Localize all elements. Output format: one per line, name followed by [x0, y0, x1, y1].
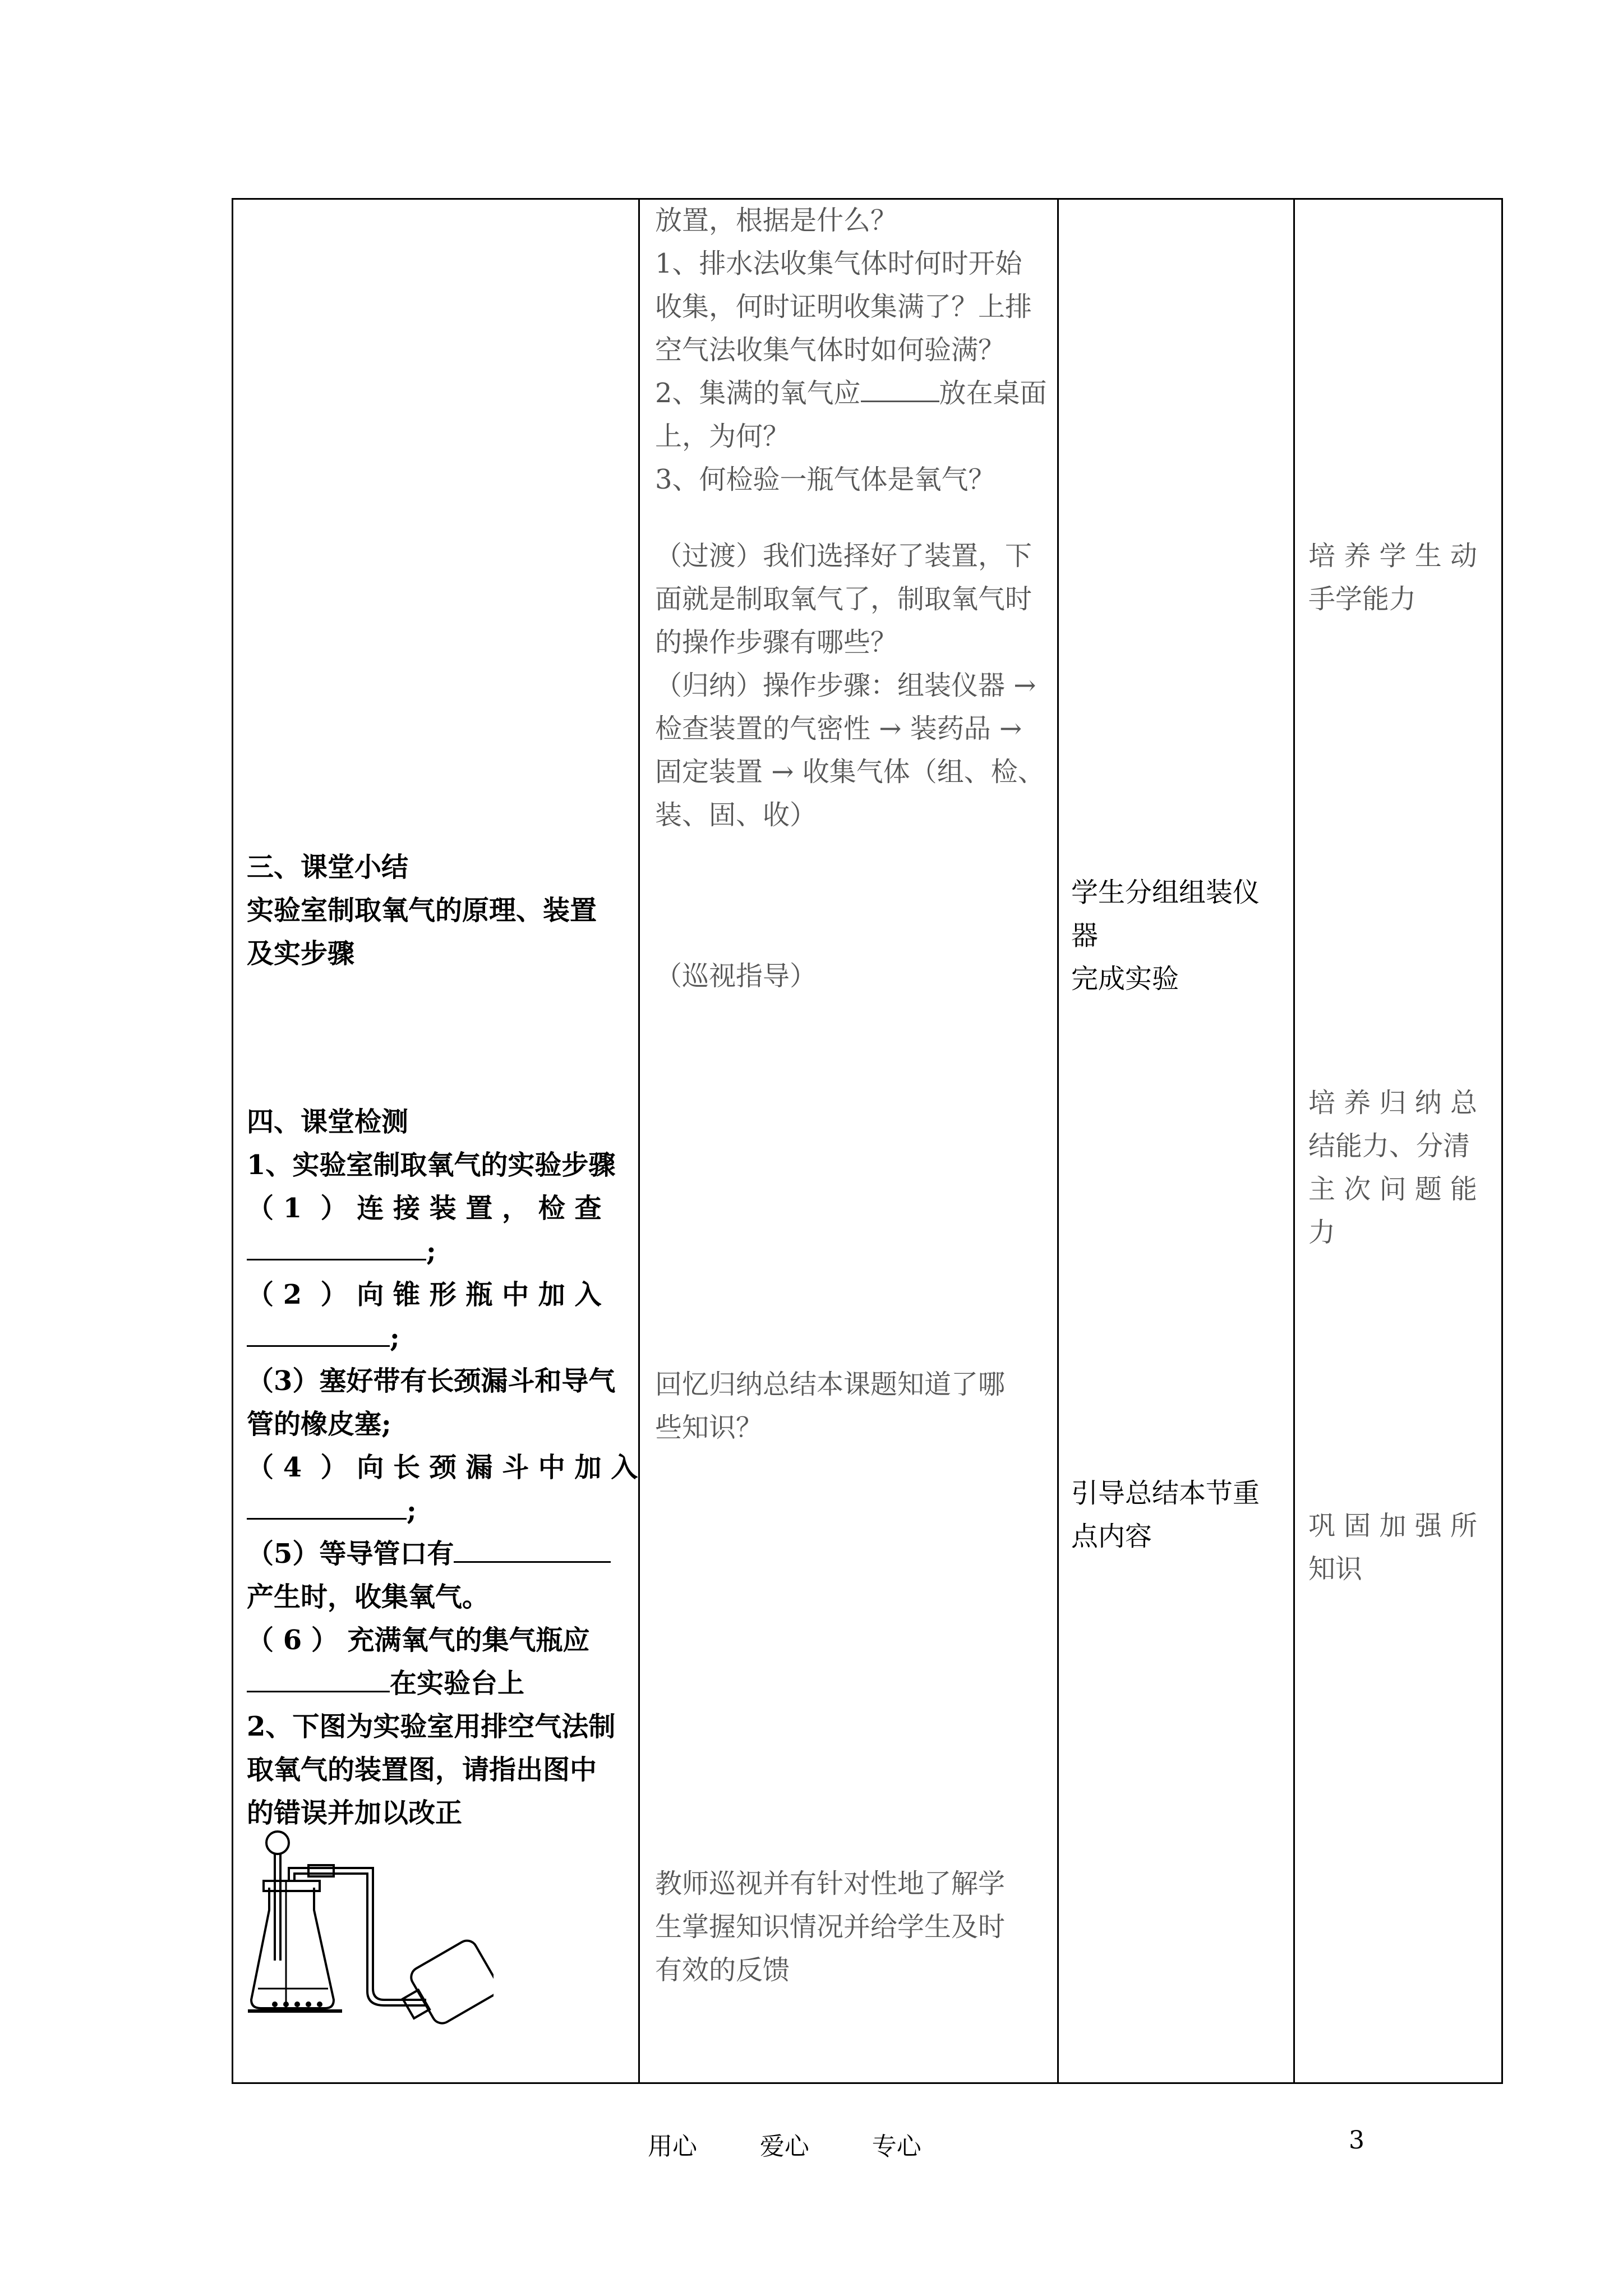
col2-line: 1、排水法收集气体时何时开始 [655, 248, 1022, 279]
question-2: 2、下图为实验室用排空气法制 [247, 1711, 616, 1742]
step-1: （ 1 ） 连 接 装 置 ， 检 查 [247, 1193, 602, 1224]
col3-line: 器 [1071, 920, 1099, 951]
col2-line: 教师巡视并有针对性地了解学 [655, 1868, 1006, 1899]
oxygen-apparatus-diagram [247, 1820, 494, 2033]
col2-line: 检查装置的气密性 → 装药品 → [655, 713, 1022, 744]
col3-line: 完成实验 [1071, 963, 1179, 995]
step-6: 在实验台上 [247, 1662, 524, 1705]
step-3: （3）塞好带有长颈漏斗和导气 [247, 1365, 616, 1397]
col3-line: 引导总结本节重 [1071, 1478, 1260, 1509]
col2-line: 3、何检验一瓶气体是氧气？ [655, 464, 995, 495]
step-5: （5）等导管口有 [247, 1533, 611, 1576]
col2-line: （归纳）操作步骤：组装仪器 → [655, 670, 1036, 701]
col2-line: 装、固、收） [655, 799, 817, 831]
col2-line: 回忆归纳总结本课题知道了哪 [655, 1369, 1006, 1400]
col2-line: 生掌握知识情况并给学生及时 [655, 1911, 1006, 1943]
col4-line: 结能力、分清 [1308, 1130, 1470, 1162]
step-3: 管的橡皮塞; [247, 1409, 391, 1440]
col2-line: 收集，何时证明收集满了？上排 [655, 291, 1032, 323]
fill-blank [861, 378, 939, 402]
col4-line: 巩 固 加 强 所 [1308, 1510, 1478, 1542]
col2-line: 空气法收集气体时如何验满？ [655, 334, 1006, 366]
col2-line: （过渡）我们选择好了装置，下 [655, 540, 1032, 572]
fill-blank [247, 1668, 390, 1692]
fill-blank [247, 1496, 407, 1520]
col3-line: 点内容 [1071, 1521, 1152, 1552]
step-4-blank: ; [247, 1489, 417, 1533]
question-2: 取氧气的装置图，请指出图中 [247, 1754, 597, 1786]
step-2: （ 2 ） 向 锥 形 瓶 中 加 入 [247, 1279, 602, 1310]
fill-blank [247, 1236, 426, 1260]
col4-line: 力 [1308, 1217, 1336, 1248]
col4-line: 培 养 学 生 动 [1308, 540, 1478, 572]
step-6: （ 6 ） 充满氧气的集气瓶应 [247, 1625, 590, 1656]
col2-line: 2、集满的氧气应 放在桌面 [655, 378, 1047, 409]
step-5: 产生时，收集氧气。 [247, 1581, 490, 1613]
col4-line: 培 养 归 纳 总 [1308, 1087, 1478, 1119]
col2-line: 些知识？ [655, 1412, 763, 1443]
footer-motto: 用心 爱心 专心 [648, 2132, 921, 2161]
col2-patrol: （巡视指导） [655, 960, 817, 992]
test-title: 四、课堂检测 [247, 1106, 409, 1138]
column-divider [1057, 198, 1059, 2084]
col2-line: 面就是制取氧气了，制取氧气时 [655, 583, 1032, 615]
col2-line: 固定装置 → 收集气体（组、检、 [655, 756, 1045, 788]
column-divider [638, 198, 640, 2084]
column-divider [1293, 198, 1295, 2084]
summary-body: 及实步骤 [247, 938, 355, 969]
col4-line: 手学能力 [1308, 583, 1417, 615]
col2-line: 放置，根据是什么？ [655, 205, 898, 236]
col2-line: 有效的反馈 [655, 1954, 790, 1986]
step-2-blank: ; [247, 1317, 400, 1360]
question-1: 1、实验室制取氧气的实验步骤 [247, 1149, 616, 1181]
question-2: 的错误并加以改正 [247, 1797, 463, 1829]
summary-title: 三、课堂小结 [247, 852, 409, 883]
step-1-blank: ; [247, 1230, 436, 1273]
col2-line: 的操作步骤有哪些？ [655, 627, 898, 658]
summary-body: 实验室制取氧气的原理、装置 [247, 895, 597, 926]
col2-line: 上，为何？ [655, 421, 790, 452]
step-4: （ 4 ） 向 长 颈 漏 斗 中 加 入 [247, 1452, 638, 1483]
fill-blank [247, 1323, 390, 1347]
page-number: 3 [1349, 2126, 1364, 2155]
fill-blank [454, 1539, 611, 1563]
col4-line: 知识 [1308, 1553, 1363, 1585]
col4-line: 主 次 问 题 能 [1308, 1174, 1478, 1205]
col3-line: 学生分组组装仪 [1071, 877, 1260, 908]
